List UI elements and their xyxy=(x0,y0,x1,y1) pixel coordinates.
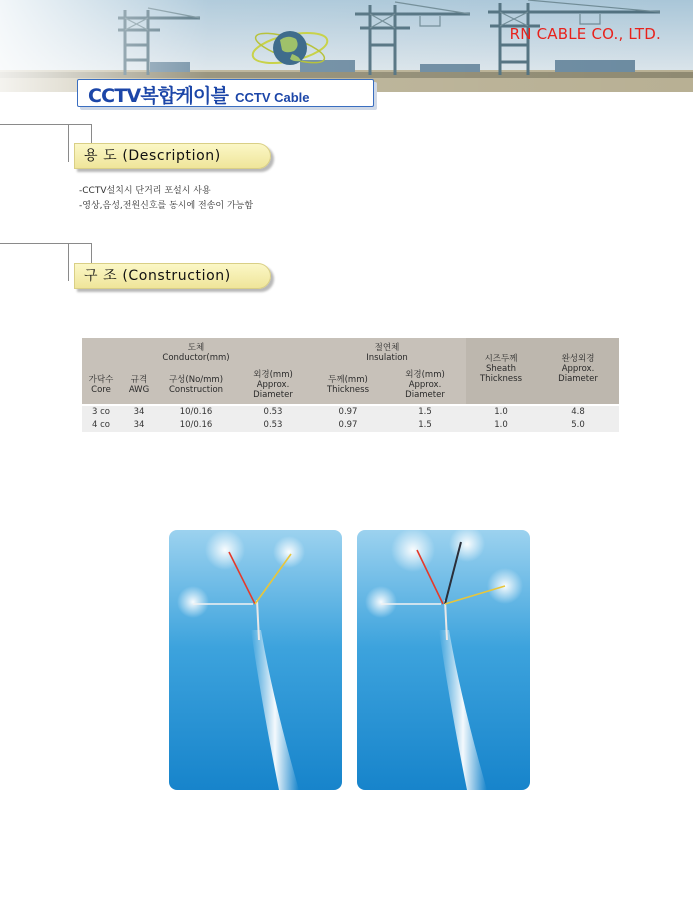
table-cell: 10/0.16 xyxy=(179,420,213,430)
table-cell: 10/0.16 xyxy=(179,407,213,417)
group-conductor: 도체 Conductor(mm) xyxy=(162,343,230,363)
table-cell: 4 co xyxy=(92,420,110,430)
product-title-korean: CCTV복합케이블 xyxy=(88,85,229,107)
table-cell: 4.8 xyxy=(571,407,585,417)
table-cell: 34 xyxy=(133,420,145,430)
col-sheath-thickness: 시즈두께 Sheath Thickness xyxy=(479,354,523,384)
col-conductor-diameter: 외경(mm) Approx. Diameter xyxy=(253,370,293,400)
table-cell: 3 co xyxy=(92,407,110,417)
description-text xyxy=(79,184,253,214)
table-cell: 1.0 xyxy=(494,420,508,430)
cable-photo-4-core xyxy=(357,530,530,790)
group-insulation: 절연체 Insulation xyxy=(366,343,408,363)
company-name: RN CABLE CO., LTD. xyxy=(509,25,661,43)
table-cell: 1.5 xyxy=(418,420,432,430)
table-cell: 0.97 xyxy=(338,420,358,430)
construction-heading: 구 조 (Construction) xyxy=(74,263,271,289)
col-thickness: 두께(mm) Thickness xyxy=(326,375,370,395)
table-cell: 34 xyxy=(133,407,145,417)
table-row-1 xyxy=(82,406,619,419)
col-overall-diameter: 완성외경 Approx. Diameter xyxy=(558,354,598,384)
table-cell: 5.0 xyxy=(571,420,585,430)
table-row-2 xyxy=(82,419,619,432)
table-cell: 0.53 xyxy=(263,420,283,430)
cable-photo-3-core xyxy=(169,530,342,790)
table-cell: 1.5 xyxy=(418,407,432,417)
col-awg: 규격 AWG xyxy=(128,375,150,395)
description-line: -영상,음성,전원신호를 동시에 전송이 가능함 xyxy=(79,201,254,211)
table-cell: 0.53 xyxy=(263,407,283,417)
specification-table xyxy=(82,338,619,433)
product-title-english: CCTV Cable xyxy=(235,90,310,105)
product-title xyxy=(77,79,374,107)
col-insulation-diameter: 외경(mm) Approx. Diameter xyxy=(405,370,445,400)
table-cell: 0.97 xyxy=(338,407,358,417)
description-line: -CCTV설치시 단거리 포설시 사용 xyxy=(79,186,211,196)
col-core: 가닥수 Core xyxy=(88,375,114,395)
table-cell: 1.0 xyxy=(494,407,508,417)
col-construction: 구성(No/mm) Construction xyxy=(168,375,224,395)
description-heading: 용 도 (Description) xyxy=(74,143,271,169)
